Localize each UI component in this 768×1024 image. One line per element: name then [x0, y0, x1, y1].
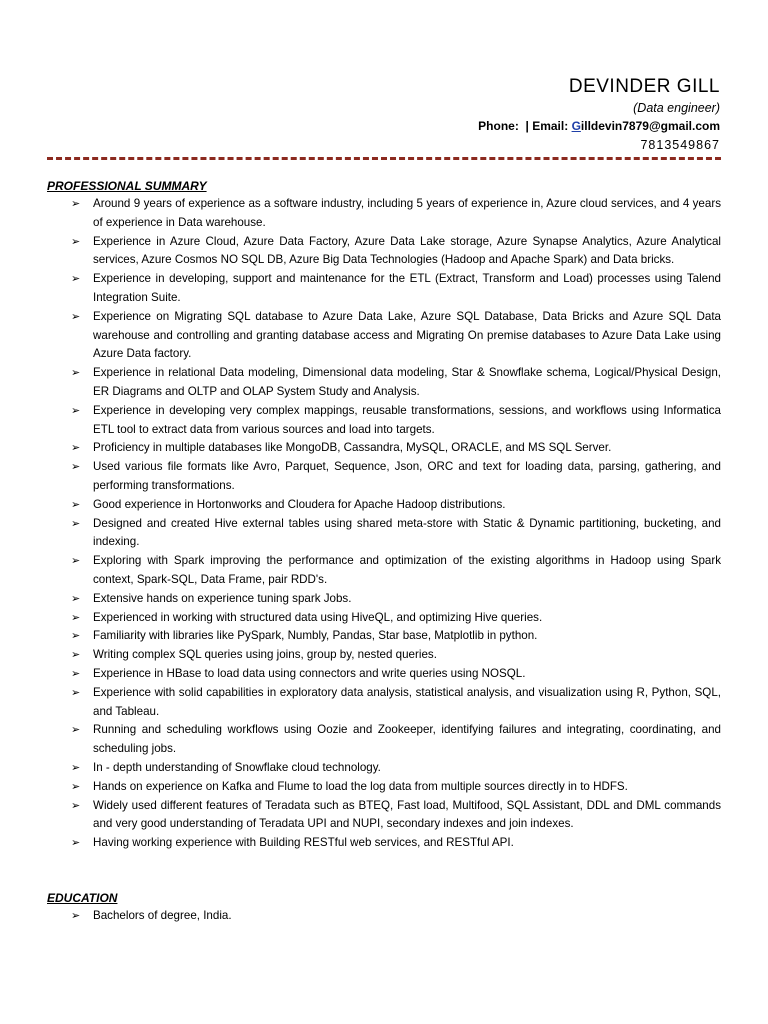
summary-list-item [47, 684, 721, 722]
summary-list-item-text: Designed and created Hive external tables using shared meta-store with Static & Dynamic partitioning, bucketing, and indexing. [93, 516, 721, 549]
summary-list-item-text: Experience in Azure Cloud, Azure Data Factory, Azure Data Lake storage, Azure Synapse Analytics, Azure Analytical services, Azure Cosmos NO SQL DB, Azure Big Data Technologies (Hadoop and Apache Spark) and Data bricks. [93, 234, 721, 267]
bullet-arrow-icon: ➢ [71, 780, 81, 793]
bullet-arrow-icon: ➢ [71, 498, 81, 511]
bullet-arrow-icon: ➢ [71, 761, 81, 774]
contact-line [478, 117, 720, 136]
bullet-arrow-icon: ➢ [71, 310, 81, 323]
education-title: EDUCATION [47, 891, 118, 905]
phone-number: 7813549867 [640, 138, 720, 152]
email-rest[interactable]: illdevin7879@gmail.com [580, 119, 720, 133]
candidate-role: (Data engineer) [633, 101, 720, 115]
bullet-arrow-icon: ➢ [71, 686, 81, 699]
summary-list-item-text: Writing complex SQL queries using joins, group by, nested queries. [93, 648, 437, 662]
summary-list-item [47, 439, 721, 458]
bullet-arrow-icon: ➢ [71, 235, 81, 248]
contact-separator: | [525, 119, 529, 133]
summary-list-item-text: Experience in developing very complex mappings, reusable transformations, sessions, and workflows using Informatica ETL tool to extract data from various sources and load into targets. [93, 403, 721, 436]
summary-list-item-text: Good experience in Hortonworks and Cloudera for Apache Hadoop distributions. [93, 497, 506, 511]
bullet-arrow-icon: ➢ [71, 611, 81, 624]
summary-list-item [47, 721, 721, 759]
summary-list-item [47, 270, 721, 308]
summary-list-item-text: Having working experience with Building RESTful web services, and RESTful API. [93, 836, 514, 850]
education-section [47, 889, 721, 926]
summary-list-item [47, 308, 721, 364]
bullet-arrow-icon: ➢ [71, 724, 81, 737]
bullet-arrow-icon: ➢ [71, 517, 81, 530]
summary-list-item-text: Used various file formats like Avro, Parquet, Sequence, Json, ORC and text for loading data, parsing, gathering, and performing transformations. [93, 460, 721, 492]
bullet-arrow-icon: ➢ [71, 667, 81, 680]
education-list-item [47, 907, 721, 926]
email-label: Email: [532, 119, 569, 133]
summary-list-item [47, 458, 721, 496]
summary-list-item-text: Experienced in working with structured data using HiveQL, and optimizing Hive queries. [93, 610, 543, 624]
summary-list-item [47, 590, 721, 609]
bullet-arrow-icon: ➢ [71, 404, 81, 417]
summary-list-item [47, 402, 721, 440]
summary-list-item [47, 646, 721, 665]
summary-list-item-text: Experience with solid capabilities in exploratory data analysis, statistical analysis, and visualization using R, Python, SQL, and Tableau. [93, 685, 721, 718]
summary-list-item-text: Running and scheduling workflows using Oozie and Zookeeper, identifying failures and integrating, coordinating, and scheduling jobs. [93, 723, 721, 756]
summary-list-item-text: Exploring with Spark improving the performance and optimization of the existing algorithms in Hadoop using Spark context, Spark-SQL, Data Frame, pair RDD's. [93, 554, 721, 586]
summary-list-item [47, 233, 721, 271]
bullet-arrow-icon: ➢ [71, 910, 81, 922]
professional-summary-list [47, 195, 721, 853]
bullet-arrow-icon: ➢ [71, 649, 81, 662]
summary-list-item-text: Widely used different features of Teradata such as BTEQ, Fast load, Multifood, SQL Assistant, DDL and DML commands and very good understanding of Teradata UPI and NUPI, secondary indexes and join indexes. [93, 798, 721, 831]
summary-list-item [47, 496, 721, 515]
summary-list-item-text: Extensive hands on experience tuning spark Jobs. [93, 591, 352, 605]
bullet-arrow-icon: ➢ [71, 630, 81, 643]
resume-header [478, 74, 720, 155]
summary-list-item [47, 515, 721, 553]
summary-list-item [47, 627, 721, 646]
summary-list-item [47, 552, 721, 590]
summary-list-item [47, 834, 721, 853]
education-list-item-text: Bachelors of degree, India. [93, 909, 232, 922]
email-link-letter[interactable]: G [571, 119, 581, 133]
education-list [47, 907, 721, 926]
bullet-arrow-icon: ➢ [71, 837, 81, 850]
phone-label: Phone: [478, 119, 519, 133]
professional-summary-section [47, 177, 721, 853]
header-divider [47, 157, 721, 160]
summary-list-item-text: In - depth understanding of Snowflake cloud technology. [93, 760, 381, 774]
summary-list-item-text: Experience on Migrating SQL database to Azure Data Lake, Azure SQL Database, Data Bricks and Azure SQL Data warehouse and controlling and granting database access and Migrating On premise databases to Azure Data Lake using Azure Data factory. [93, 309, 721, 361]
summary-list-item [47, 195, 721, 233]
bullet-arrow-icon: ➢ [71, 198, 81, 210]
summary-list-item-text: Experience in relational Data modeling, Dimensional data modeling, Star & Snowflake schema, Logical/Physical Design, ER Diagrams and OLTP and OLAP System Study and Analysis. [93, 366, 721, 398]
bullet-arrow-icon: ➢ [71, 367, 81, 380]
bullet-arrow-icon: ➢ [71, 442, 81, 455]
summary-list-item-text: Around 9 years of experience as a software industry, including 5 years of experience in, Azure cloud services, and 4 years of experience in Data warehouse. [93, 197, 721, 229]
bullet-arrow-icon: ➢ [71, 461, 81, 474]
email-address[interactable] [572, 119, 720, 133]
summary-list-item [47, 609, 721, 628]
candidate-name: DEVINDER GILL [568, 76, 720, 97]
summary-list-item-text: Familiarity with libraries like PySpark, Numbly, Pandas, Star base, Matplotlib in python. [93, 629, 538, 643]
bullet-arrow-icon: ➢ [71, 273, 81, 286]
summary-list-item-text: Experience in developing, support and maintenance for the ETL (Extract, Transform and Load) processes using Talend Integration Suite. [93, 272, 721, 304]
bullet-arrow-icon: ➢ [71, 592, 81, 605]
summary-list-item-text: Experience in HBase to load data using connectors and write queries using NOSQL. [93, 666, 526, 680]
summary-list-item-text: Hands on experience on Kafka and Flume to load the log data from multiple sources directly in to HDFS. [93, 779, 628, 793]
summary-list-item [47, 797, 721, 835]
bullet-arrow-icon: ➢ [71, 555, 81, 568]
summary-list-item [47, 364, 721, 402]
summary-list-item [47, 778, 721, 797]
summary-list-item [47, 665, 721, 684]
summary-list-item-text: Proficiency in multiple databases like MongoDB, Cassandra, MySQL, ORACLE, and MS SQL Server. [93, 441, 612, 455]
professional-summary-title: PROFESSIONAL SUMMARY [47, 179, 207, 193]
summary-list-item [47, 759, 721, 778]
bullet-arrow-icon: ➢ [71, 799, 81, 812]
